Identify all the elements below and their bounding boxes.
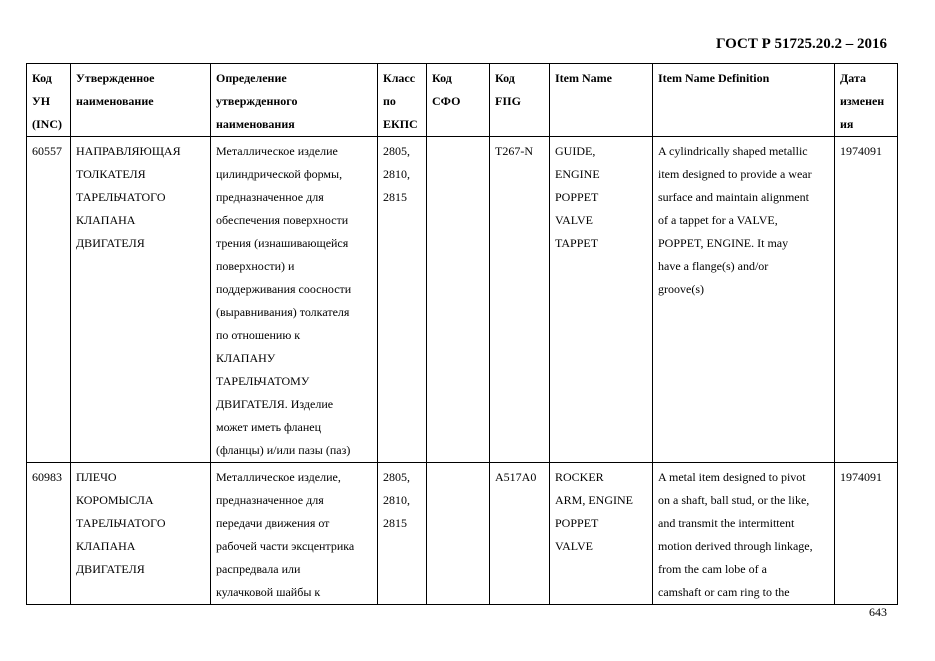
cell-date: 1974091 — [835, 137, 898, 463]
cell-class: 2805, 2810, 2815 — [378, 137, 427, 463]
table-row — [27, 463, 898, 605]
table-row — [27, 137, 898, 463]
col-header-date: Дата изменен ия — [835, 64, 898, 137]
cell-class: 2805, 2810, 2815 — [378, 463, 427, 605]
cell-item-name: GUIDE, ENGINE POPPET VALVE TAPPET — [550, 137, 653, 463]
cell-inc: 60557 — [27, 137, 71, 463]
page-number: 643 — [869, 605, 887, 619]
cell-inc: 60983 — [27, 463, 71, 605]
col-header-fiig: Код FIIG — [490, 64, 550, 137]
cell-definition: Металлическое изделие цилиндрической формы, предназначенное для обеспечения поверхности трения (изнашивающейся поверхности) и поддерживания соосности (выравнивания) толкателя по отношению к КЛАПАНУ ТАРЕЛЬЧАТОМУ ДВИГАТЕЛЯ. Изделие может иметь фланец (фланцы) и/или пазы (паз) — [211, 137, 378, 463]
cell-approved-name: ПЛЕЧО КОРОМЫСЛА ТАРЕЛЬЧАТОГО КЛАПАНА ДВИГАТЕЛЯ — [71, 463, 211, 605]
document-standard-header: ГОСТ Р 51725.20.2 – 2016 — [715, 36, 887, 52]
cell-item-name: ROCKER ARM, ENGINE POPPET VALVE — [550, 463, 653, 605]
col-header-sfo: Код СФО — [427, 64, 490, 137]
cell-item-definition: A cylindrically shaped metallic item designed to provide a wear surface and maintain alignment of a tappet for a VALVE, POPPET, ENGINE. It may have a flange(s) and/or groove(s) — [653, 137, 835, 463]
col-header-definition: Определение утвержденного наименования — [211, 64, 378, 137]
cell-fiig: A517A0 — [490, 463, 550, 605]
cell-sfo — [427, 137, 490, 463]
cell-approved-name: НАПРАВЛЯЮЩАЯ ТОЛКАТЕЛЯ ТАРЕЛЬЧАТОГО КЛАПАНА ДВИГАТЕЛЯ — [71, 137, 211, 463]
col-header-item-name: Item Name — [550, 64, 653, 137]
cell-definition: Металлическое изделие, предназначенное для передачи движения от рабочей части эксцентрика распредвала или кулачковой шайбы к — [211, 463, 378, 605]
classification-table — [26, 63, 898, 605]
cell-sfo — [427, 463, 490, 605]
cell-item-definition: A metal item designed to pivot on a shaft, ball stud, or the like, and transmit the intermittent motion derived through linkage, from the cam lobe of a camshaft or cam ring to the — [653, 463, 835, 605]
col-header-approved-name: Утвержденное наименование — [71, 64, 211, 137]
col-header-item-definition: Item Name Definition — [653, 64, 835, 137]
col-header-inc: Код УН (INC) — [27, 64, 71, 137]
col-header-class: Класс по ЕКПС — [378, 64, 427, 137]
table-header-row — [27, 64, 898, 137]
cell-date: 1974091 — [835, 463, 898, 605]
cell-fiig: T267-N — [490, 137, 550, 463]
